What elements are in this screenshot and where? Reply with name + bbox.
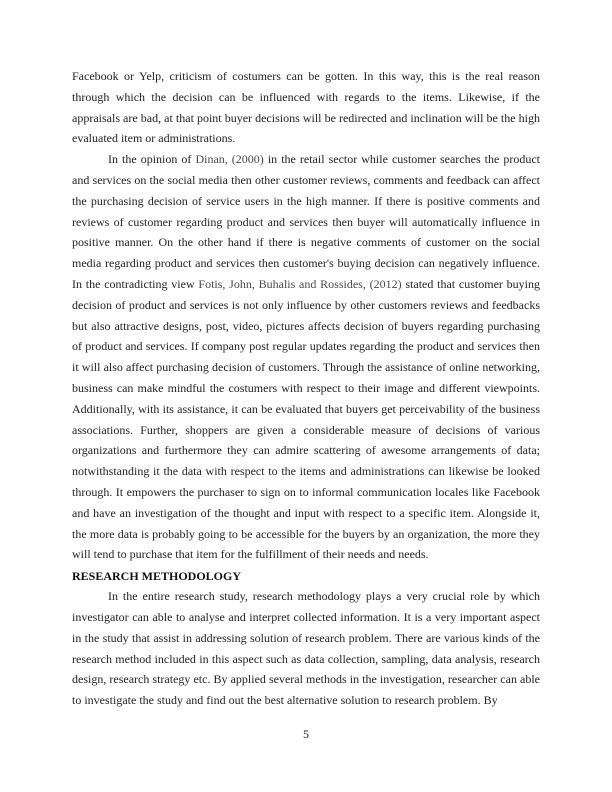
paragraph-intro-text: In the opinion of bbox=[108, 152, 196, 167]
paragraph-body-text-2: stated that customer buying decision of product and services is not only influence by other customers reviews and feedbacks but also attractive designs, post, video, pictures affects decision of buyers regarding purchasing of product and services. If company post regular updates regarding the product and services then it will also affect purchasing decision of customers. Through the assistance of online networking, business can make mindful the costumers with respect to their image and different viewpoints. Additionally, with its assistance, it can be evaluated that buyers get perceivability of the business associations. Further, shoppers are given a considerable measure of decisions of various organizations and furthermore they can admire scattering of awesome arrangements of data; notwithstanding it the data with respect to the items and administrations can likewise be looked through. It empowers the purchaser to sign on to informal communication locales like Facebook and have an investigation of the thought and input with respect to a specific item. Alongside it, the more data is probably going to be accessible for the buyers by an organization, the more they will tend to purchase that item for the fulfillment of their needs and needs. bbox=[72, 276, 541, 562]
citation-dinan: Dinan, (2000) bbox=[195, 152, 264, 167]
page-number: 5 bbox=[303, 727, 309, 741]
paragraph-social-media-criticism: Facebook or Yelp, criticism of costumers can be gotten. In this way, this is the real reason through which the decision can be influenced with regards to the items. Likewise, if the appraisals are bad, at that point buyer decisions will be redirected and inclination will be the high evaluated item or administrations. bbox=[72, 69, 540, 146]
document-page bbox=[72, 66, 540, 711]
section-heading-research-methodology: RESEARCH METHODOLOGY bbox=[72, 569, 242, 584]
paragraph-customer-reviews bbox=[72, 149, 540, 565]
citation-fotis: Fotis, John, Buhalis and Rossides, (2012) bbox=[198, 276, 402, 291]
paragraph-body-text-1: in the retail sector while customer searches the product and services on the social media then other customer reviews, comments and feedback can affect the purchasing decision of service users in the high manner. If there is positive comments and reviews of customer regarding product and services then buyer will automatically influence in positive manner. On the other hand if there is negative comments of customer on the social media regarding product and services then customer's buying decision can negatively influence. In the contradicting view bbox=[72, 152, 540, 291]
paragraph-research-methodology: In the entire research study, research methodology plays a very crucial role by which investigator can able to analyse and interpret collected information. It is a very important aspect in the study that assist in addressing solution of research problem. There are various kinds of the research method included in this aspect such as data collection, sampling, data analysis, research design, research strategy etc. By applied several methods in the investigation, researcher can able to investigate the study and find out the best alternative solution to research problem. By bbox=[72, 589, 540, 708]
